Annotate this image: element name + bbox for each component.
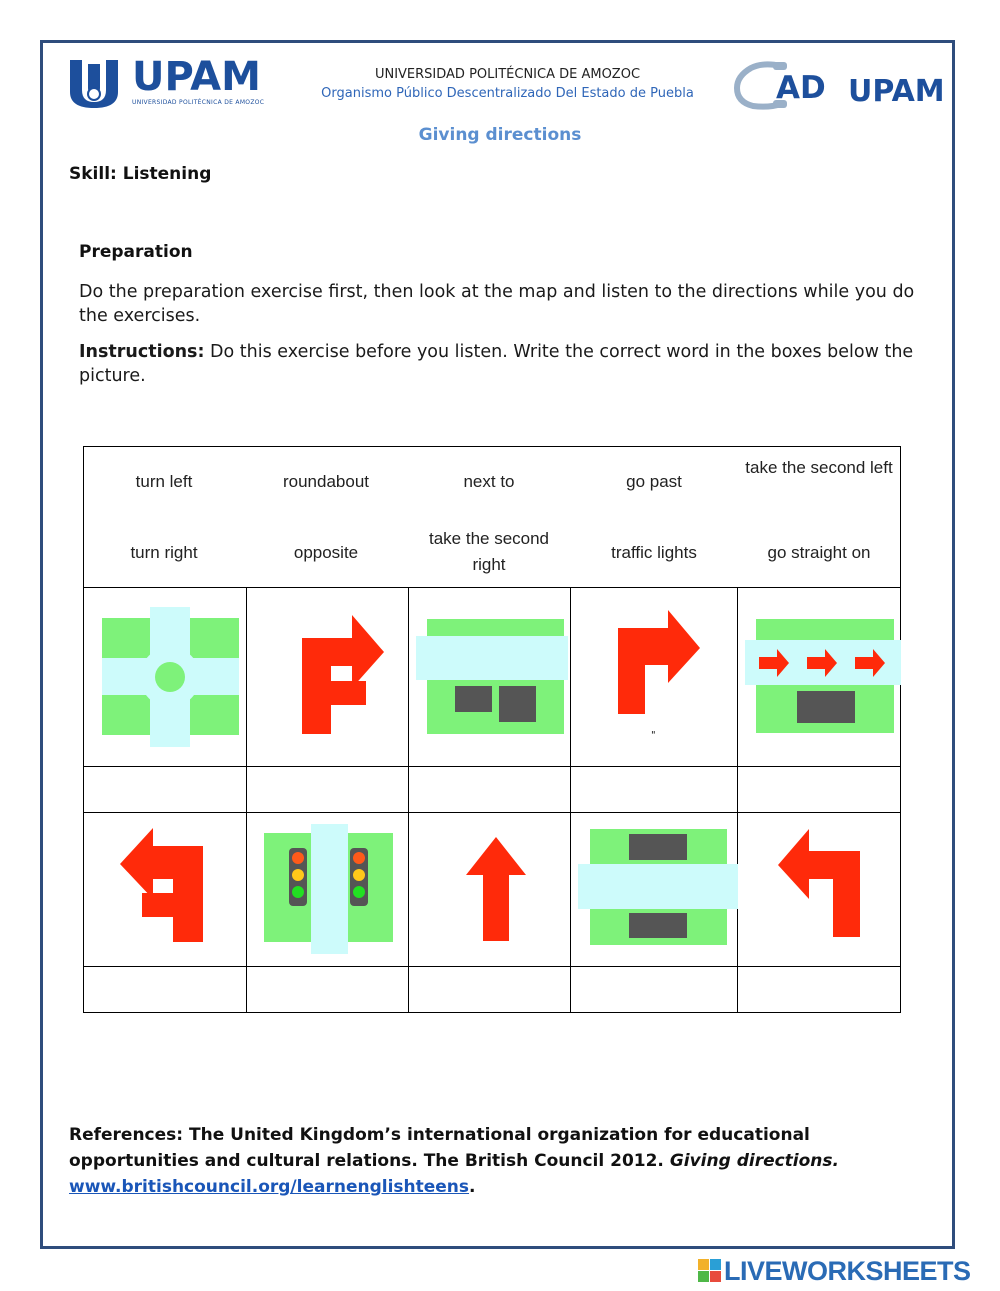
word-take-second-left: take the second left	[745, 458, 893, 477]
small-mark: "	[651, 730, 656, 741]
go-past-icon	[745, 617, 901, 735]
next-to-icon	[416, 617, 568, 735]
take-second-right-icon	[300, 610, 390, 735]
word-next-to: next to	[463, 472, 515, 491]
cad-logo-upam: UPAM	[848, 74, 945, 109]
answer-box[interactable]	[84, 767, 245, 811]
word-turn-right: turn right	[130, 543, 198, 562]
word-roundabout: roundabout	[282, 472, 370, 491]
table-divider	[83, 587, 901, 588]
answer-box[interactable]	[738, 767, 900, 811]
page-title: Giving directions	[418, 125, 582, 145]
upam-logo-text: UPAM	[132, 54, 261, 100]
word-take-second-right: take the second right	[428, 529, 550, 574]
references-italic: Giving directions.	[669, 1151, 839, 1171]
roundabout-icon	[100, 607, 240, 747]
go-straight-on-icon	[466, 837, 528, 942]
instructions-label: Instructions:	[79, 342, 205, 362]
take-second-left-icon	[118, 826, 208, 944]
upam-emblem-icon	[68, 58, 120, 108]
turn-left-icon	[776, 829, 864, 939]
university-name: UNIVERSIDAD POLITÉCNICA DE AMOZOC	[374, 67, 641, 82]
word-go-straight-on: go straight on	[767, 543, 871, 562]
word-traffic-lights: traffic lights	[611, 543, 697, 562]
table-divider	[83, 812, 901, 813]
footer-brand: LIVEWORKSHEETS	[724, 1256, 971, 1286]
instructions-text: Do this exercise before you listen. Write the correct word in the boxes below the picture.	[79, 342, 914, 386]
opposite-icon	[578, 829, 738, 947]
references-link[interactable]: www.britishcouncil.org/learnenglishteens	[69, 1177, 470, 1197]
organization-name: Organismo Público Descentralizado Del Estado de Puebla	[321, 86, 694, 101]
answer-box[interactable]	[247, 767, 407, 811]
skill-label: Skill: Listening	[69, 164, 212, 184]
references	[69, 1122, 939, 1200]
answer-box[interactable]	[738, 967, 900, 1012]
answer-box[interactable]	[571, 767, 736, 811]
answer-box[interactable]	[247, 967, 407, 1012]
references-end: .	[469, 1177, 476, 1197]
answer-box[interactable]	[84, 967, 245, 1012]
answer-box[interactable]	[409, 967, 569, 1012]
preparation-text: Do the preparation exercise first, then look at the map and listen to the directions while you do the exercises.	[79, 282, 915, 326]
instructions-paragraph	[79, 340, 929, 388]
answer-box[interactable]	[409, 767, 569, 811]
word-turn-left: turn left	[135, 472, 193, 491]
upam-logo-subtitle: UNIVERSIDAD POLITÉCNICA DE AMOZOC	[132, 99, 265, 106]
word-go-past: go past	[626, 472, 682, 491]
answer-box[interactable]	[571, 967, 736, 1012]
word-opposite: opposite	[293, 543, 359, 562]
preparation-heading: Preparation	[79, 242, 193, 262]
cad-logo-text: AD	[776, 70, 826, 106]
references-text: References: The United Kingdom’s international organization for educational opportunities and cultural relations. The British Council 2012.	[69, 1125, 810, 1171]
liveworksheets-logo-icon	[698, 1259, 722, 1283]
traffic-lights-icon	[263, 824, 395, 956]
turn-right-icon	[615, 610, 705, 715]
